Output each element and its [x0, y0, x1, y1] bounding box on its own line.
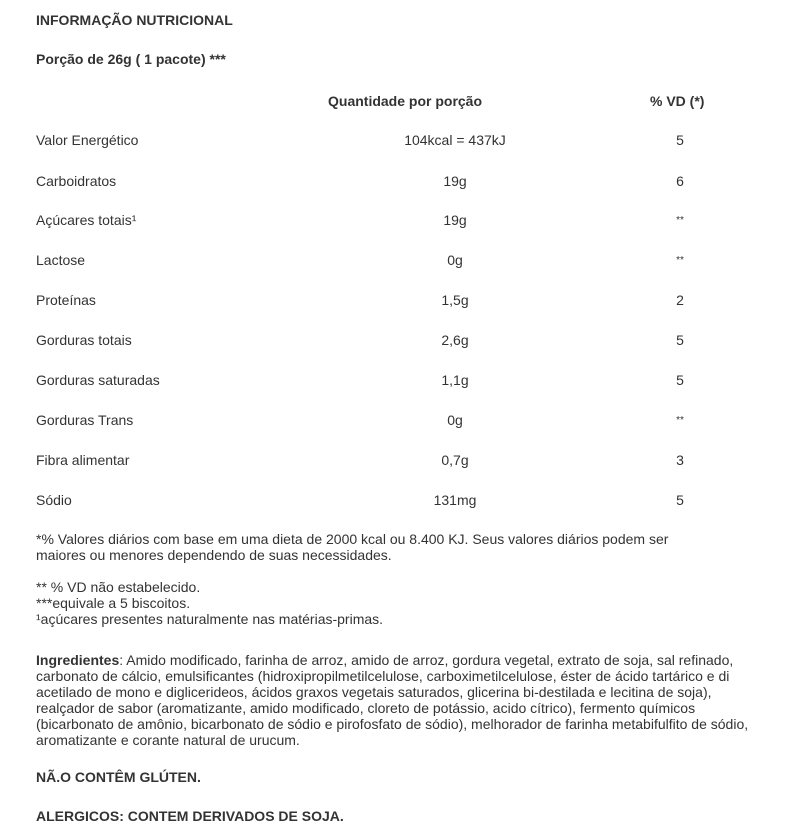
nutrient-quantity: 2,6g — [441, 332, 469, 348]
gluten-statement: NÃ.O CONTÊM GLÚTEN. — [36, 769, 201, 785]
sugars-note: ¹açúcares presentes naturalmente nas matérias-primas. — [36, 611, 384, 627]
nutrient-name: Gorduras totais — [36, 332, 132, 348]
table-row — [0, 492, 800, 514]
nutrient-quantity: 0,7g — [441, 452, 469, 468]
vd-footnote — [36, 531, 766, 563]
nutrient-quantity: 1,1g — [441, 372, 469, 388]
nutrient-quantity: 131mg — [433, 492, 477, 508]
nutrient-name: Açúcares totais¹ — [36, 212, 137, 228]
table-row — [0, 292, 800, 314]
nutrient-name: Sódio — [36, 492, 72, 508]
nutrient-name: Gorduras saturadas — [36, 372, 160, 388]
nutrient-name: Valor Energético — [36, 132, 139, 148]
column-header-quantity: Quantidade por porção — [328, 93, 483, 109]
nutrient-quantity: 104kcal = 437kJ — [404, 132, 506, 148]
nutrient-name: Gorduras Trans — [36, 412, 134, 428]
vd-footnote-line-2: maiores ou menores dependendo de suas necessidades. — [36, 547, 392, 563]
table-row — [0, 452, 800, 474]
ingredients-block — [36, 652, 771, 748]
ingredients-label: Ingredientes — [36, 652, 120, 668]
table-row — [0, 372, 800, 394]
nutrient-name: Lactose — [36, 252, 86, 268]
nutrient-vd: 2 — [676, 292, 684, 308]
nutrient-quantity: 19g — [443, 212, 467, 228]
footnotes-group — [36, 579, 766, 627]
table-row — [0, 173, 800, 195]
page-title: INFORMAÇÃO NUTRICIONAL — [36, 12, 233, 28]
table-row — [0, 332, 800, 354]
not-established-note: ** % VD não estabelecido. — [36, 579, 201, 595]
nutrient-vd: 5 — [676, 492, 684, 508]
nutrient-quantity: 1,5g — [441, 292, 469, 308]
nutrient-vd: ** — [676, 415, 684, 426]
nutrient-vd: 3 — [676, 452, 684, 468]
table-row — [0, 252, 800, 274]
vd-footnote-line-1: *% Valores diários com base em uma dieta de 2000 kcal ou 8.400 KJ. Seus valores diários podem ser — [36, 531, 669, 547]
nutrient-quantity: 0g — [447, 252, 463, 268]
table-row — [0, 132, 800, 154]
equivalence-note: ***equivale a 5 biscoitos. — [36, 595, 191, 611]
nutrient-vd: 5 — [676, 332, 684, 348]
column-header-vd: % VD (*) — [650, 93, 705, 109]
table-row — [0, 212, 800, 234]
nutrient-name: Proteínas — [36, 292, 96, 308]
allergen-statement: ALERGICOS: CONTEM DERIVADOS DE SOJA. — [36, 808, 344, 824]
portion-size: Porção de 26g ( 1 pacote) *** — [36, 51, 226, 67]
ingredients-text: : Amido modificado, farinha de arroz, amido de arroz, gordura vegetal, extrato de soja, sal refinado, carbonato de cálcio, emulsificantes (hidroxipropilmetilcelulose, carboximetilcelulose, éster de ácido tartárico e di acetilado de mono e diglicerideos, ácidos graxos vegetais saturados, glicerina bi-destilada e lecitina de soja), realçador de sabor (aromatizante, amido modificado, cloreto de potássio, acido cítrico), fermento químicos (bicarbonato de amônio, bicarbonato de sódio e pirofosfato de sódio), melhorador de farinha metabifulfito de sódio, aromatizante e corante natural de urucum. — [36, 652, 749, 748]
table-row — [0, 412, 800, 434]
nutrient-quantity: 0g — [447, 412, 463, 428]
nutrient-vd: 5 — [676, 372, 684, 388]
nutrient-vd: ** — [676, 215, 684, 226]
nutrient-quantity: 19g — [443, 173, 467, 189]
nutrient-name: Carboidratos — [36, 173, 117, 189]
nutrient-vd: 6 — [676, 173, 684, 189]
nutrient-name: Fibra alimentar — [36, 452, 130, 468]
nutrient-vd: 5 — [676, 132, 684, 148]
nutrient-vd: ** — [676, 255, 684, 266]
